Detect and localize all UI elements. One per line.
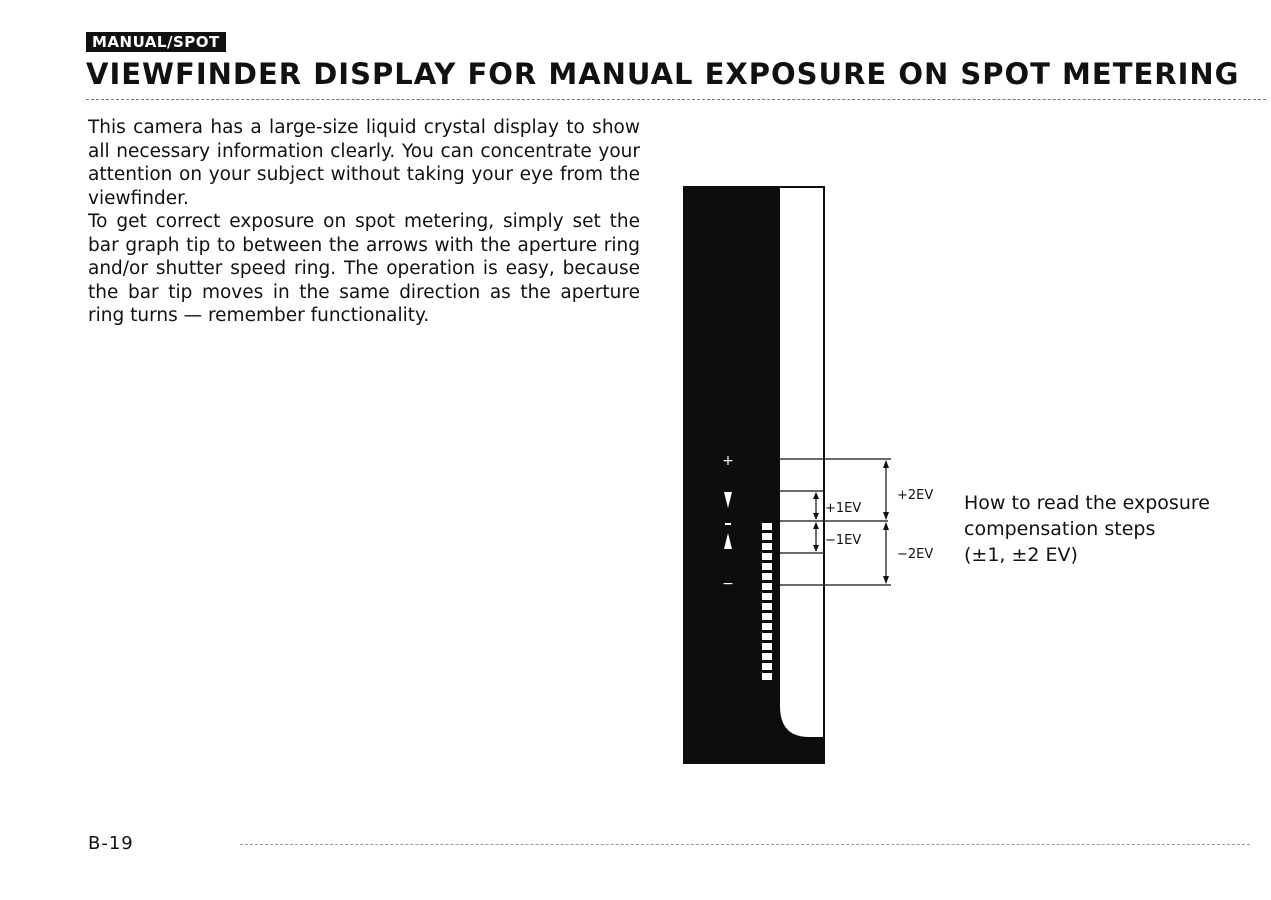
figure-caption — [964, 490, 1210, 568]
bar-segment — [762, 623, 772, 630]
bar-segment — [762, 593, 772, 600]
section-tag: MANUAL/SPOT — [86, 32, 226, 52]
minus-mark: − — [722, 576, 734, 592]
label-plus-2ev: +2EV — [897, 488, 934, 503]
caption-line-2: compensation steps — [964, 518, 1156, 540]
page-title: VIEWFINDER DISPLAY FOR MANUAL EXPOSURE ON SPOT METERING — [86, 57, 1240, 91]
bar-segment — [762, 543, 772, 550]
label-plus-1ev: +1EV — [825, 501, 862, 516]
page-number: B-19 — [88, 833, 134, 854]
bar-segment — [762, 633, 772, 640]
caption-line-1: How to read the exposure — [964, 492, 1210, 514]
bar-segment — [762, 653, 772, 660]
plus-mark: + — [722, 453, 734, 469]
bar-segment — [762, 663, 772, 670]
bar-segment — [762, 573, 772, 580]
bar-segment — [762, 563, 772, 570]
viewfinder-figure — [683, 186, 963, 770]
viewfinder-diagram — [683, 186, 963, 766]
footer-rule — [240, 844, 1250, 845]
bar-segment — [762, 613, 772, 620]
bar-segment — [762, 553, 772, 560]
bar-segment — [762, 583, 772, 590]
bar-segment — [762, 673, 772, 680]
body-text — [88, 116, 640, 328]
bar-segment — [762, 523, 772, 530]
bar-segment — [762, 533, 772, 540]
paragraph-2: To get correct exposure on spot metering, simply set the bar graph tip to between the arrows with the aperture ring and/or shutter speed ring. The operation is easy, because the bar tip moves in the same direction as the aperture ring turns — remember functionality. — [88, 211, 640, 326]
paragraph-1: This camera has a large-size liquid crystal display to show all necessary information clearly. You can concentrate your attention on your subject without taking your eye from the viewfinder. — [88, 117, 640, 209]
bar-segment — [762, 643, 772, 650]
label-minus-1ev: −1EV — [825, 533, 862, 548]
title-underline — [86, 99, 1266, 100]
bar-segment — [762, 603, 772, 610]
caption-line-3: (±1, ±2 EV) — [964, 544, 1078, 566]
viewfinder-frame — [779, 187, 824, 738]
center-dash — [725, 523, 731, 525]
label-minus-2ev: −2EV — [897, 547, 934, 562]
